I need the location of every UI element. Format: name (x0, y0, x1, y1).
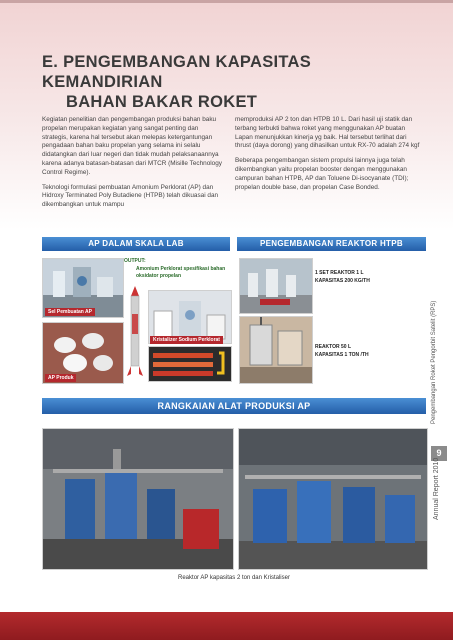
reaktor-1l-illustration (240, 259, 312, 313)
photo-rocket-model (124, 284, 146, 380)
side-annual-report: Annual Report 2010 (433, 457, 440, 520)
banner-rangkaian-label: RANGKAIAN ALAT PRODUKSI AP (157, 401, 311, 411)
heading-line-1: E. PENGEMBANGAN KAPASITAS KEMANDIRIAN (42, 53, 312, 91)
banner-ap-lab (42, 237, 230, 251)
photo-reaktor-50l (239, 316, 313, 384)
side-section-title: Pengembangan Roket Pengorbit Satelit (RPS) (431, 300, 437, 424)
page-number: 9 (431, 446, 447, 461)
left-text-column (42, 116, 222, 216)
left-paragraph-2: Teknologi formulasi pembuatan Amonium Perklorat (AP) dan Hidroxy Terminated Poly Butadiene (HTPB) telah dikuasai dan dikembangkan untuk mampu (42, 183, 219, 209)
reaktor-1l-title: 1 SET REAKTOR 1 L (315, 270, 364, 276)
reaktor-50l-capacity: KAPASITAS 1 TON /TH (315, 352, 369, 358)
footer-bar (0, 612, 453, 640)
photo-reaktor-1l (239, 258, 313, 314)
section-heading (42, 52, 422, 112)
output-title: OUTPUT: (124, 258, 146, 264)
reaktor-50l-title: REAKTOR 50 L (315, 344, 352, 350)
banner-reaktor-htpb (237, 237, 426, 251)
left-paragraph-1: Kegiatan penelitian dan pengembangan produksi bahan baku propelan merupakan kegiatan yang sangat penting dan strategis, karena hal tersebut akan melepas ketergantungan pengadaan bahan baku propelan yang selama ini selalu didatangkan dari luar negeri dan tidak mudah pelaksanaannya karena adanya batasan-batasan dari MTCR (Misille Technology Control Regime). (42, 116, 222, 176)
right-text-column (235, 116, 423, 198)
reaktor-ap-right-illustration (239, 429, 427, 569)
right-paragraph-2: Beberapa pengembangan sistem propulsi lainnya juga telah dikembangkan yaitu propelan booster dengan menggunakan campuran bahan HTPB, AP dan Toluene Di-isocyanate (TDI); propelan double base, dan propelan Case Bonded. (235, 157, 409, 191)
banner-reaktor-htpb-label: PENGEMBANGAN REAKTOR HTPB (260, 239, 403, 248)
heading-line-2: BAHAN BAKAR ROKET (66, 93, 258, 111)
label-ap-produk: AP Produk (45, 374, 76, 382)
rocket-motors-illustration (149, 347, 231, 381)
banner-ap-lab-label: AP DALAM SKALA LAB (88, 239, 184, 248)
reaktor-ap-left-illustration (43, 429, 233, 569)
right-paragraph-1: memproduksi AP 2 ton dan HTPB 10 L. Dari hasil uji statik dan terbang terbukti bahwa roket yang menggunakan AP buatan Lapan menunjukkan kinerja yg baik. Hal tersebut terlihat dari thrust (daya dorong) yang dihasilkan untuk RX-70 adalah 274 kgf (235, 116, 420, 150)
photo-reaktor-ap-left (42, 428, 234, 570)
photo-rocket-motors (148, 346, 232, 382)
output-description: Amonium Perklorat spesifikasi bahan oksidator propelan (136, 266, 226, 279)
reaktor-1l-capacity: KAPASITAS 200 KG/TH (315, 278, 370, 284)
label-kristalizer: Kristalizer Sodium Perklorat (150, 336, 223, 344)
rocket-illustration (124, 284, 146, 380)
figure-caption: Reaktor AP kapasitas 2 ton dan Kristaliser (178, 575, 290, 581)
label-sel-pembuatan: Sel Pembuatan AP (45, 308, 95, 316)
top-stripe (0, 0, 453, 3)
banner-rangkaian (42, 398, 426, 414)
photo-reaktor-ap-right (238, 428, 428, 570)
reaktor-50l-illustration (240, 317, 312, 383)
